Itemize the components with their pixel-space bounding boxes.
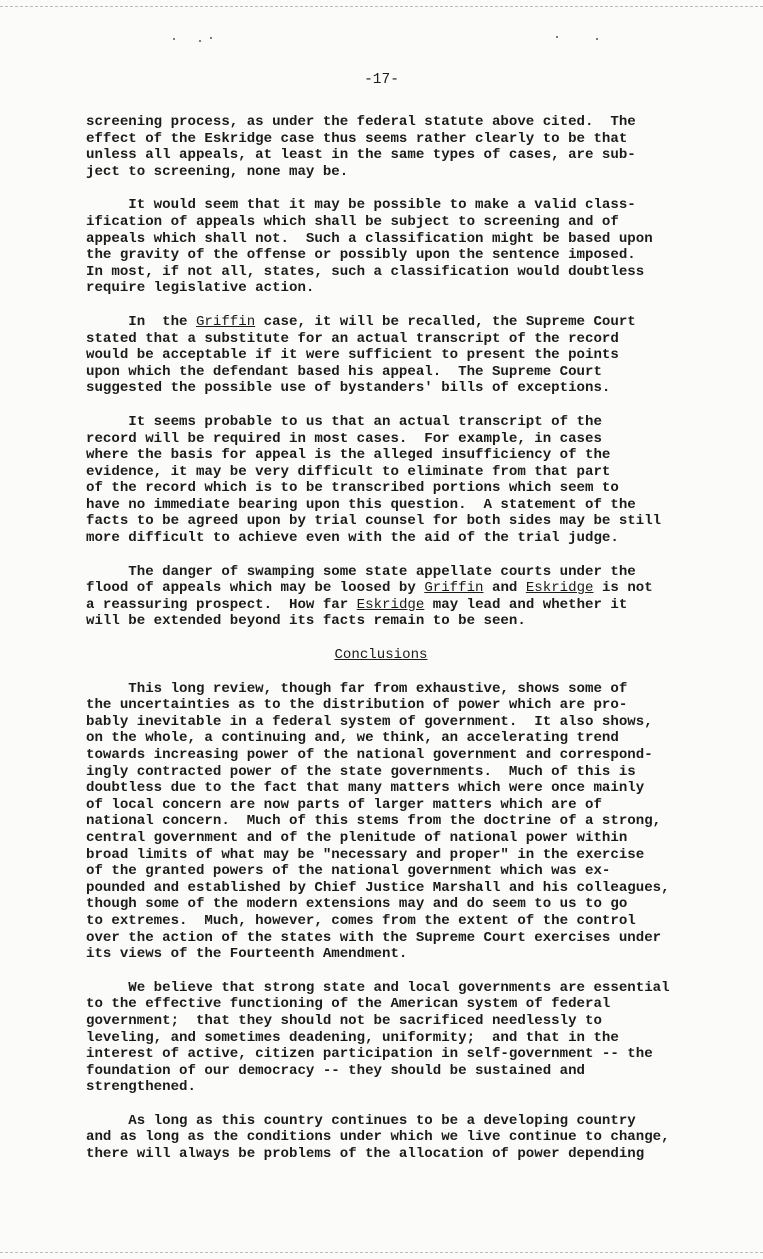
page-top-edge bbox=[0, 6, 763, 7]
paragraph: screening process, as under the federal statute above cited. The effect of the Eskridge case thus seems rather clearly to be that unless all appeals, at least in the same types of cases, are sub- ject to screening, none may be. bbox=[86, 114, 636, 180]
paragraph: We believe that strong state and local governments are essential to the effective functioning of the American system of federal government; that they should not be sacrificed needlessly to leveling, and sometimes deadening, uniformity; and that in the interest of active, citizen participation in self-government -- the foundation of our democracy -- they should be sustained and strengthened. bbox=[86, 979, 670, 1096]
section-heading bbox=[86, 647, 726, 664]
scan-speck bbox=[199, 40, 201, 42]
paragraph: It would seem that it may be possible to make a valid class- ification of appeals which shall be subject to screening and of appeals which shall not. Such a classification might be based upon the gravity of the offense or possibly upon the sentence imposed. In most, if not all, states, such a classification would doubtless require legislative action. bbox=[86, 197, 653, 297]
paragraph: This long review, though far from exhaustive, shows some of the uncertainties as to the distribution of power which are pro- bably inevitable in a federal system of government. It also shows, on the whole, a continuing and, we think, an accelerating trend towards increasing power of the national government and correspond- ingly contracted power of the state governments. Much of this is doubtless due to the fact that many matters which were once mainly of local concern are now parts of larger matters which are of national concern. Much of this stems from the doctrine of a strong, central government and of the plenitude of national power within broad limits of what may be "necessary and proper" in the exercise of the granted powers of the national government which was ex- pounded and established by Chief Justice Marshall and his colleagues, though some of the modern extensions may and do seem to us to go to extremes. Much, however, comes from the extent of the control over the action of the states with the Supreme Court exercises under its views of the Fourteenth Amendment. bbox=[86, 680, 670, 963]
page-bottom-edge bbox=[0, 1252, 763, 1253]
document-body bbox=[86, 114, 726, 1180]
section-heading-text: Conclusions bbox=[334, 647, 428, 664]
paragraph: The danger of swamping some state appellate courts under the flood of appeals which may be loosed by Griffin and Eskridge is not a reassuring prospect. How far Eskridge may lead and whether it will be extended beyond its facts remain to be seen. bbox=[86, 563, 653, 630]
paragraph: It seems probable to us that an actual transcript of the record will be required in most cases. For example, in cases where the basis for appeal is the alleged insufficiency of the evidence, it may be very difficult to eliminate from that part of the record which is to be transcribed portions which seem to have no immediate bearing upon this question. A statement of the facts to be agreed upon by trial counsel for both sides may be still more difficult to achieve even with the aid of the trial judge. bbox=[86, 413, 662, 547]
scan-speck bbox=[173, 38, 175, 40]
paragraph: In the Griffin case, it will be recalled, the Supreme Court stated that a substitute for an actual transcript of the record would be acceptable if it were sufficient to present the points upon which the defendant based his appeal. The Supreme Court suggested the possible use of bystanders' bills of exceptions. bbox=[86, 313, 636, 397]
scan-speck bbox=[596, 38, 598, 40]
scan-speck bbox=[210, 37, 212, 39]
page-number: -17- bbox=[364, 72, 399, 88]
scan-speck bbox=[556, 36, 558, 38]
paragraph: As long as this country continues to be a developing country and as long as the conditions under which we live continue to change, there will always be problems of the allocation of power depending bbox=[86, 1112, 670, 1163]
